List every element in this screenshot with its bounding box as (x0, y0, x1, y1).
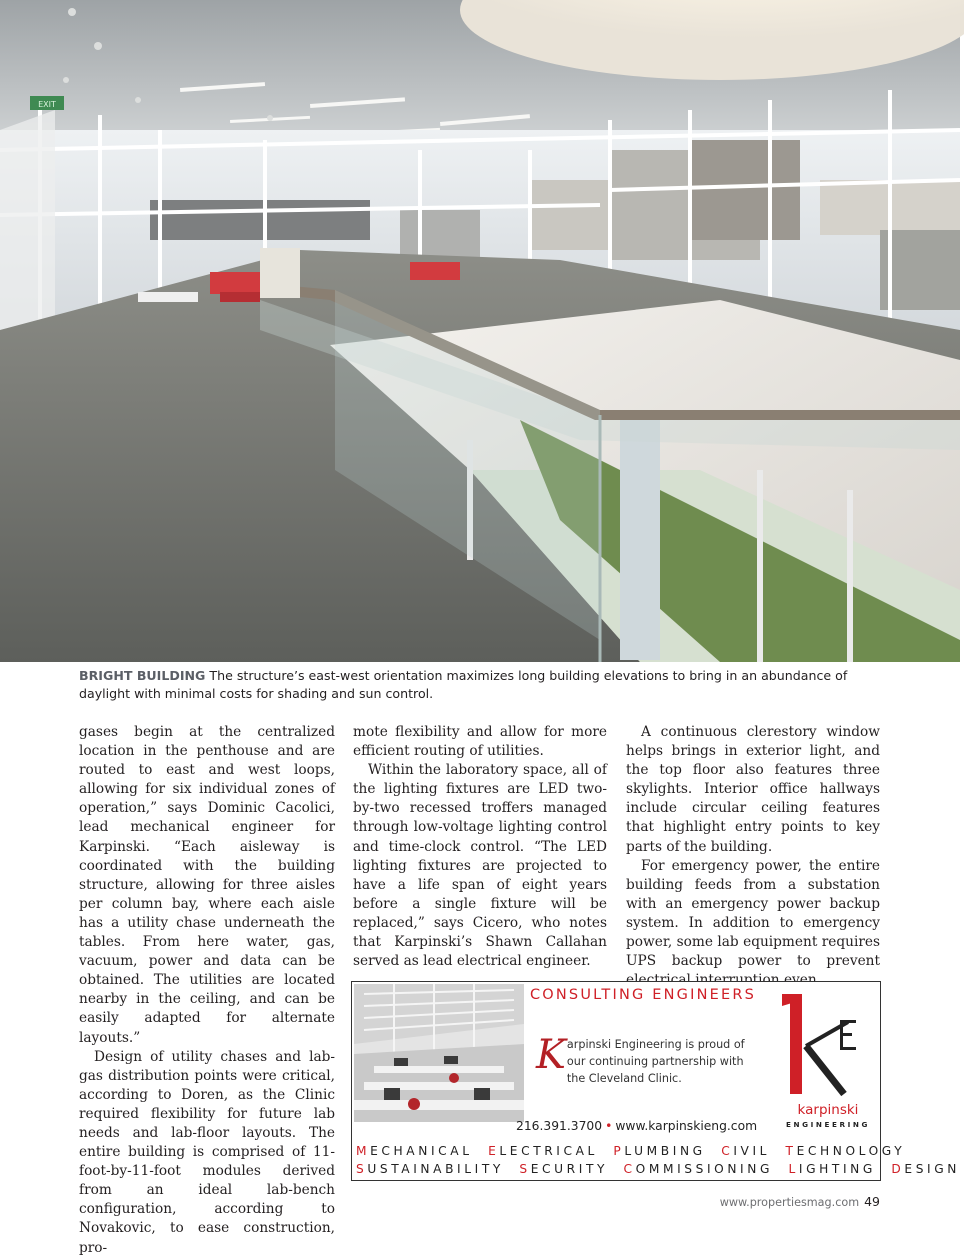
article-column-2 (353, 723, 607, 971)
caption-lead: BRIGHT BUILDING (79, 668, 206, 683)
photo-caption (79, 667, 889, 703)
service-plumbing: PLUMBING (613, 1144, 706, 1158)
logo-wordmark: karpinski (797, 1102, 859, 1118)
services-row-2 (352, 1162, 960, 1176)
footer-url[interactable]: www.propertiesmag.com (719, 1196, 860, 1209)
ad-body-text: arpinski Engineering is proud of our continuing partnership with the Cleveland Clinic. (566, 1038, 745, 1085)
paragraph: For emergency power, the entire building feeds from a substation with an emergency power backup system. In addition to emergency power, some lab equipment requires UPS backup power to prevent (626, 857, 880, 970)
page-number: 49 (864, 1194, 880, 1209)
ad-drop-cap: K (536, 1032, 566, 1078)
ad-contact (516, 1119, 766, 1133)
paragraph: mote flexibility and allow for more efficient routing of utilities. (353, 724, 607, 760)
paragraph: A continuous clerestory window helps brings in exterior light, and the top floor also features three skylights. Interior office hallways include circular ceiling features that highlight entry points to key parts of the building. (626, 724, 880, 855)
service-electrical: ELECTRICAL (488, 1144, 598, 1158)
paragraph: Design of utility chases and lab-gas distribution points were critical, according to Doren, as the Clinic required flexibility for future lab needs and lab-floor layouts. The entire building is comprised of 11-foot-by-11-foot modules derived from an ideal lab-bench configuration, according to Novakovic, to ease construction, pro- (79, 1048, 335, 1256)
ad-website-link[interactable]: www.karpinskieng.com (615, 1119, 758, 1133)
exit-sign-label: EXIT (38, 100, 56, 109)
karpinski-advertisement[interactable] (351, 981, 960, 1181)
services-row-1 (352, 1144, 906, 1158)
service-technology: TECHNOLOGY (785, 1144, 906, 1158)
article-column-3 (626, 723, 880, 990)
service-commissioning: COMMISSIONING (623, 1162, 774, 1176)
service-design: DESIGN (891, 1162, 960, 1176)
service-civil: CIVIL (721, 1144, 771, 1158)
service-security: SECURITY (519, 1162, 609, 1176)
ad-heading: CONSULTING ENGINEERS (529, 987, 757, 1003)
page-footer (690, 1194, 880, 1209)
service-sustainability: SUSTAINABILITY (356, 1162, 504, 1176)
service-mechanical: MECHANICAL (356, 1144, 473, 1158)
service-lighting: LIGHTING (788, 1162, 876, 1176)
ad-body (536, 1032, 756, 1087)
ad-phone-number: 216.391.3700 (516, 1119, 603, 1133)
paragraph: Within the laboratory space, all of the lighting fixtures are LED two-by-two recessed troffers managed through low-voltage lighting control and time-clock control. “The LED lighting fixtures are projected to have a life span of eight years before a single fixture will be replaced,” says Cicero, who notes that Karpinski’s Shawn Callahan served as lead electrical engineer. (353, 762, 607, 970)
logo-subtitle: ENGINEERING (785, 1120, 871, 1129)
paragraph: gases begin at the centralized location in the penthouse and are routed to east and west loops, allowing for six individual zones of operation,” says Dominic Cacolici, lead mechanical engineer for Karpinski. “Each aisleway is coordinated with the building structure, allowing for three aisles per column bay, where each aisle has a utility chase underneath the tables. From here water, gas, vacuum, power and data can be obtained. The utilities are located nearby in the ceiling, and can be easily adapted for alternate layouts.” (79, 724, 335, 1046)
office-photo (354, 984, 524, 1122)
bullet-separator: • (605, 1119, 613, 1133)
article-column-1 (79, 723, 335, 1258)
caption-text: The structure’s east-west orientation maximizes long building elevations to bring in an abundance of daylight with minimal costs for shading and sun control. (79, 668, 848, 701)
